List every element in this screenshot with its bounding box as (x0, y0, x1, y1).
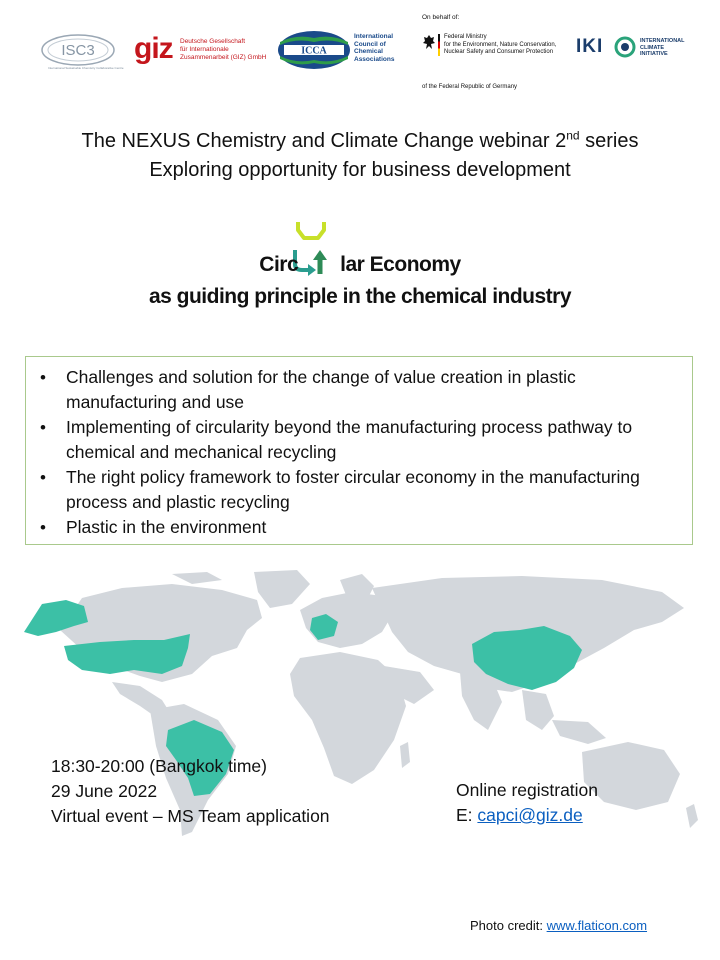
iki-mark: IKI (576, 36, 604, 57)
bmu-text (444, 34, 574, 57)
topic-item: • The right policy framework to foster circular economy in the manufacturing process and plastic recycling (34, 465, 682, 515)
bmu-logo (420, 14, 570, 98)
registration-email-link[interactable]: capci@giz.de (477, 805, 583, 825)
photo-credit-label: Photo credit: (470, 918, 547, 933)
icca-text-line: Associations (354, 55, 395, 63)
giz-text-line: für Internationale (180, 46, 229, 53)
giz-text-line: Deutsche Gesellschaft (180, 38, 246, 45)
circular-economy-heading (0, 253, 720, 277)
icca-text-line: Chemical (354, 48, 383, 55)
icca-text (354, 33, 404, 63)
event-details (51, 754, 330, 829)
iki-text (640, 38, 685, 58)
eagle-icon (423, 34, 435, 50)
webinar-title-ordinal: nd (566, 128, 580, 143)
giz-logo (134, 32, 267, 68)
topics-list (26, 357, 692, 540)
webinar-title (0, 130, 720, 153)
bmu-text-line: Nuclear Safety and Consumer Protection (444, 49, 554, 55)
iki-text-line: CLIMATE (640, 44, 665, 51)
registration-info (456, 778, 598, 828)
event-venue: Virtual event – MS Team application (51, 806, 330, 826)
isc3-tagline: International Sustainable Chemistry Collaborative Centre (48, 66, 124, 70)
photo-credit-link[interactable]: www.flaticon.com (546, 918, 648, 933)
icca-logo (276, 28, 402, 72)
webinar-subtitle: Exploring opportunity for business development (149, 159, 571, 181)
bmu-text-line: for the Environment, Nature Conservation, (444, 41, 557, 48)
icca-text-line: Council of (354, 40, 386, 48)
event-date: 29 June 2022 (51, 781, 158, 801)
event-time: 18:30-20:00 (Bangkok time) (51, 756, 267, 776)
webinar-title-end: series (579, 130, 639, 152)
isc3-logo (38, 30, 124, 74)
topic-item: • Challenges and solution for the change of value creation in plastic manufacturing and use (34, 365, 682, 415)
german-flag-stripe (438, 34, 440, 56)
giz-mark: giz (134, 32, 173, 65)
webinar-title-main: The NEXUS Chemistry and Climate Change webinar 2 (81, 130, 567, 152)
icca-mark-text: ICCA (301, 45, 327, 57)
topic-item: • Implementing of circularity beyond the manufacturing process pathway to chemical and mechanical recycling (34, 415, 682, 465)
iki-ring-icon (614, 36, 636, 58)
circular-economy-heading-part1: Circ (259, 253, 299, 276)
bmu-footer: of the Federal Republic of Germany (422, 84, 518, 90)
topic-item: • Plastic in the environment (34, 515, 682, 540)
registration-label: Online registration (456, 780, 599, 800)
giz-text (180, 38, 266, 62)
topics-box (25, 356, 693, 545)
registration-email-line (456, 803, 598, 828)
iki-text-line: INITIATIVE (640, 51, 668, 57)
iki-logo (576, 34, 696, 64)
icca-emblem (276, 28, 352, 72)
giz-text-line: Zusammenarbeit (GIZ) GmbH (180, 54, 267, 61)
bmu-on-behalf: On behalf of: (422, 14, 460, 21)
photo-credit (470, 918, 647, 933)
registration-email-prefix: E: (456, 805, 478, 825)
circular-economy-heading-part2: lar Economy (340, 253, 461, 276)
bmu-text-line: Federal Ministry (444, 34, 487, 40)
isc3-mark-text: ISC3 (61, 42, 95, 59)
circular-economy-subtitle: as guiding principle in the chemical industry (148, 285, 572, 308)
icca-text-line: International (354, 33, 394, 40)
iki-text-line: INTERNATIONAL (640, 38, 685, 44)
